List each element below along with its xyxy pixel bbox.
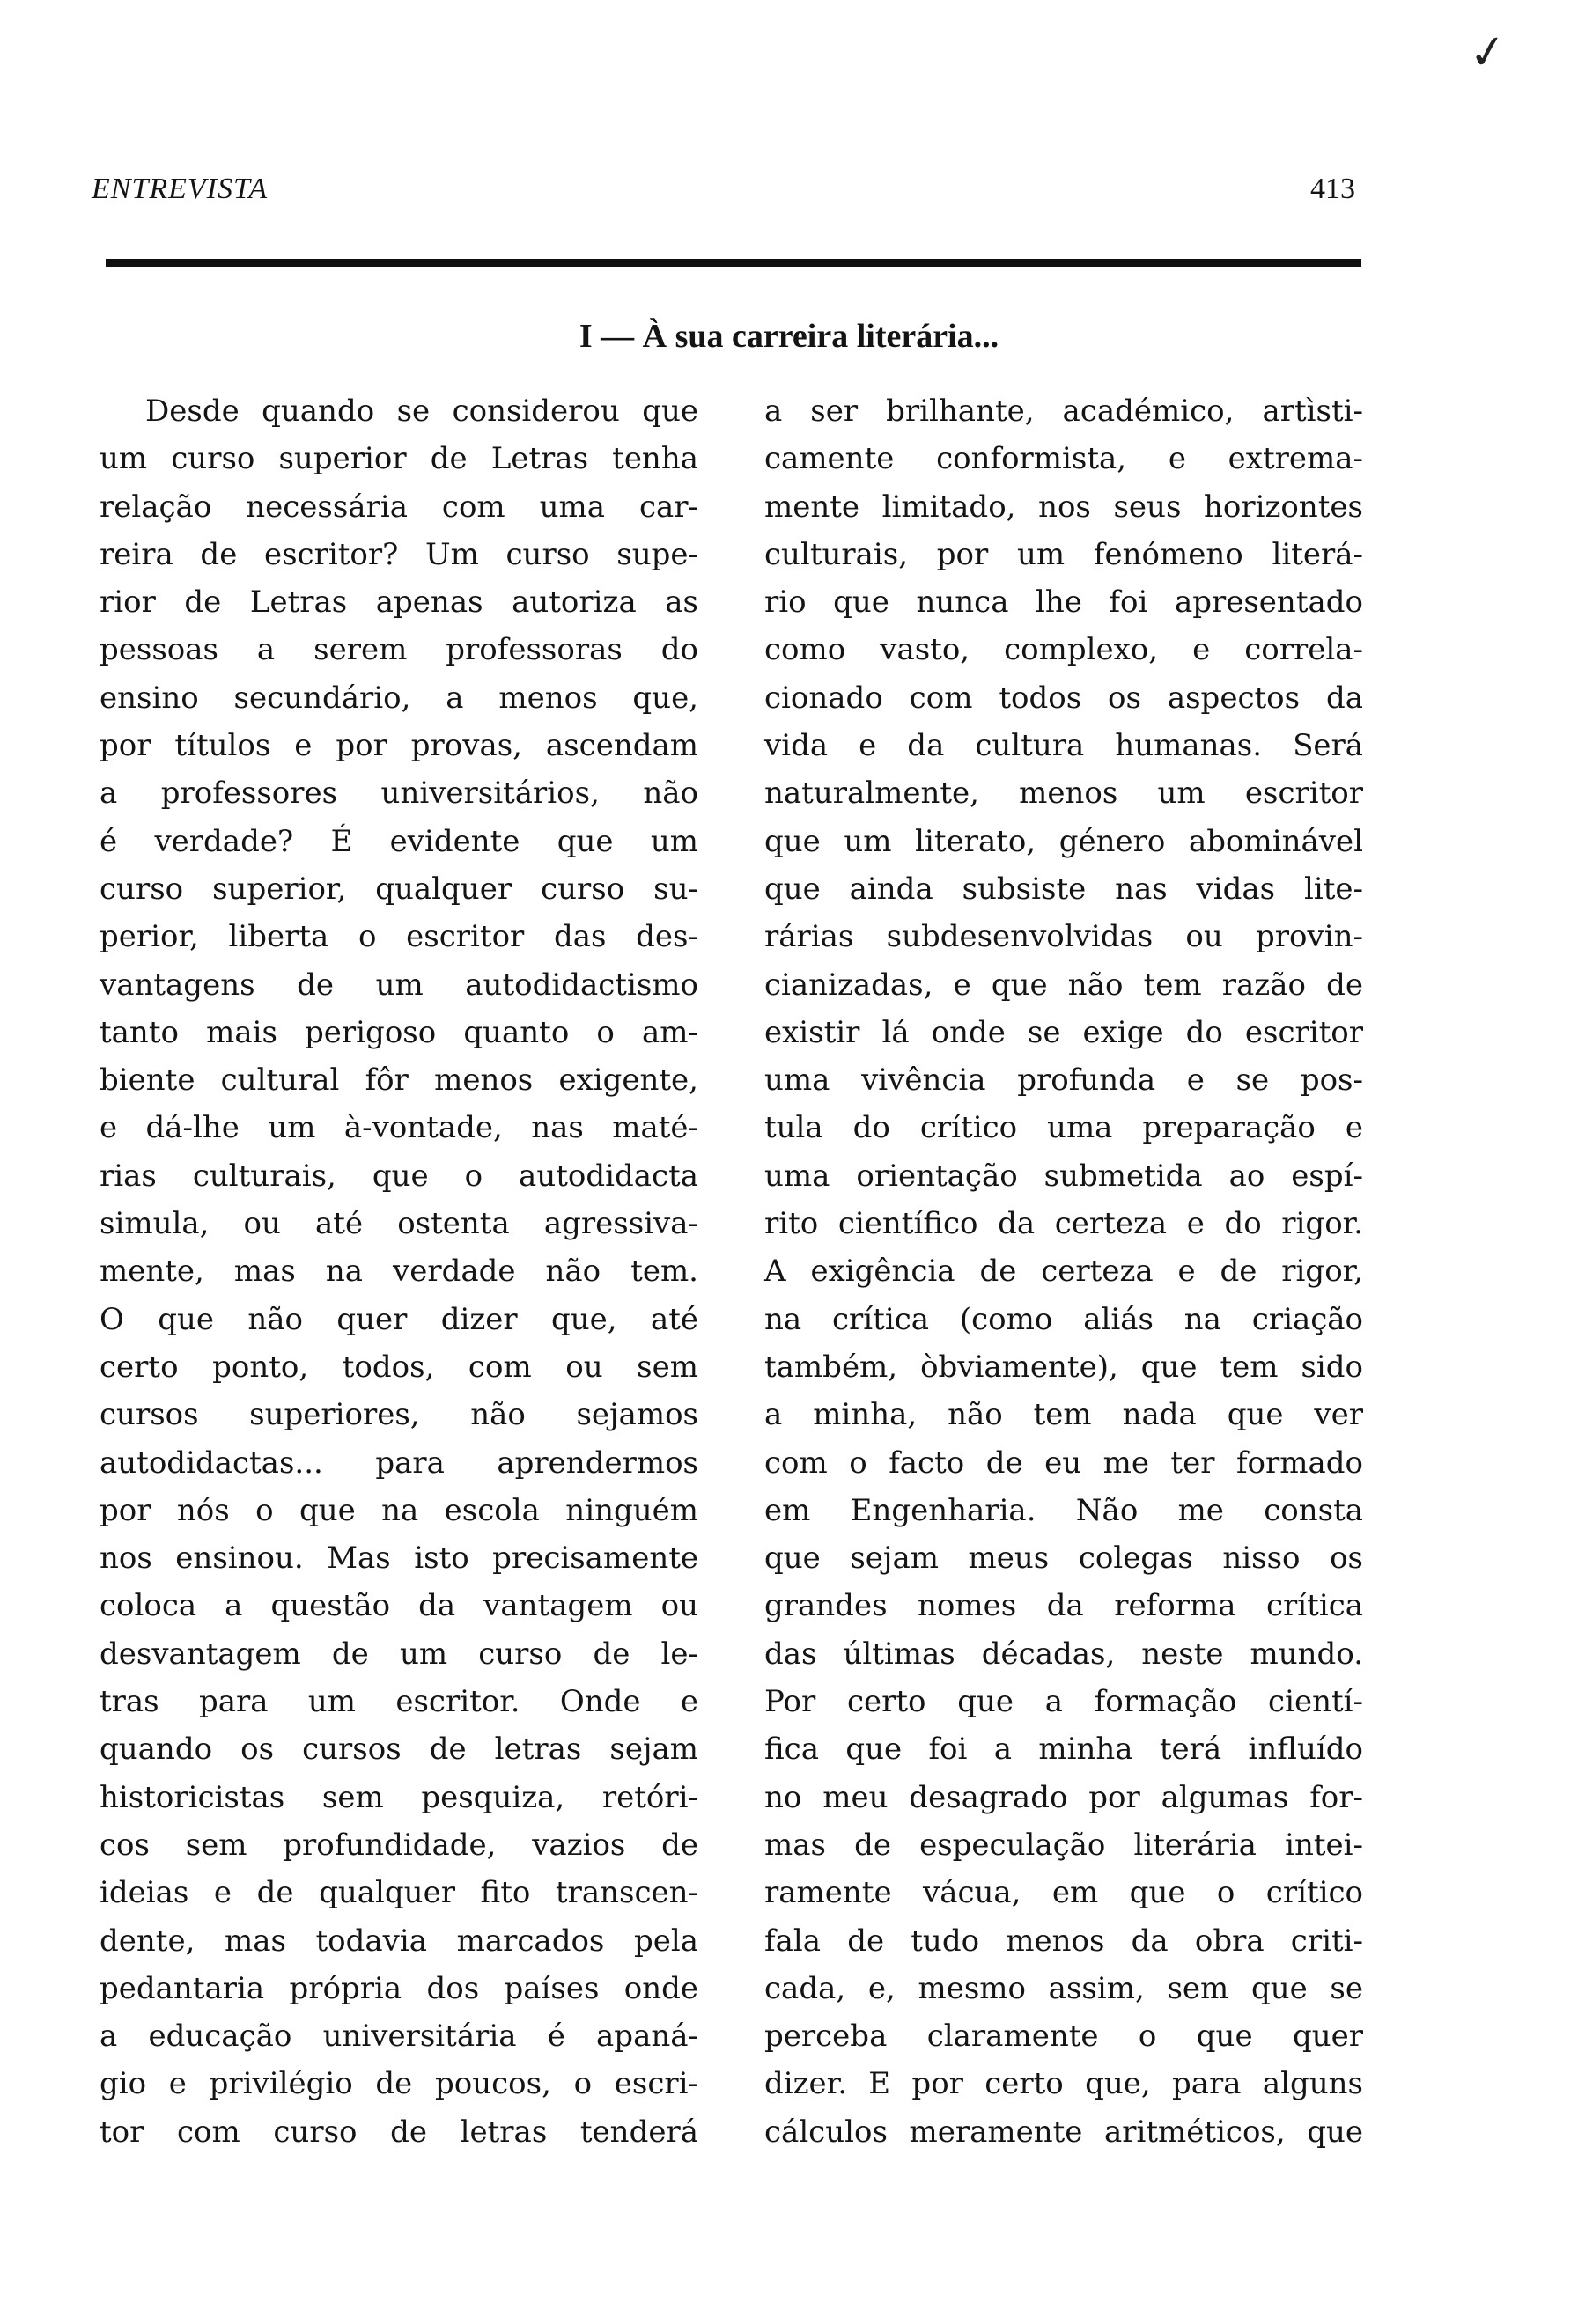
- text-line: cada, e, mesmo assim, sem que se: [764, 1970, 1363, 2006]
- text-line: na crítica (como aliás na criação: [764, 1301, 1363, 1337]
- text-line: em Engenharia. Não me consta: [764, 1492, 1363, 1528]
- text-line: cálculos meramente aritméticos, que: [764, 2114, 1363, 2150]
- text-line: autodidactas... para aprendermos: [100, 1445, 698, 1481]
- text-line: tras para um escritor. Onde e: [100, 1684, 698, 1720]
- text-line: rio que nunca lhe foi apresentado: [764, 585, 1363, 621]
- text-line: uma vivência profunda e se pos-: [764, 1063, 1363, 1099]
- text-line: um curso superior de Letras tenha: [100, 441, 698, 477]
- text-line: a professores universitários, não: [100, 776, 698, 812]
- text-line: mente limitado, nos seus horizontes: [764, 489, 1363, 525]
- text-line: O que não quer dizer que, até: [100, 1301, 698, 1337]
- text-line: naturalmente, menos um escritor: [764, 776, 1363, 812]
- text-line: ideias e de qualquer fito transcen-: [100, 1875, 698, 1911]
- text-line: tor com curso de letras tenderá: [100, 2114, 698, 2150]
- text-line: Por certo que a formação cientí-: [764, 1684, 1363, 1720]
- text-line: é verdade? É evidente que um: [100, 823, 698, 859]
- text-line: rior de Letras apenas autoriza as: [100, 585, 698, 621]
- text-line: dizer. E por certo que, para alguns: [764, 2066, 1363, 2102]
- text-line: com o facto de eu me ter formado: [764, 1445, 1363, 1481]
- text-line: relação necessária com uma car-: [100, 489, 698, 525]
- text-line: coloca a questão da vantagem ou: [100, 1588, 698, 1624]
- text-line: dente, mas todavia marcados pela: [100, 1923, 698, 1959]
- text-line: vida e da cultura humanas. Será: [764, 728, 1363, 764]
- text-line: desvantagem de um curso de le-: [100, 1636, 698, 1672]
- header-rule: [106, 259, 1361, 267]
- text-line: a ser brilhante, académico, artìsti-: [764, 393, 1363, 429]
- text-line: rárias subdesenvolvidas ou provin-: [764, 919, 1363, 955]
- text-line: biente cultural fôr menos exigente,: [100, 1063, 698, 1099]
- text-line: das últimas décadas, neste mundo.: [764, 1636, 1363, 1672]
- text-line: A exigência de certeza e de rigor,: [764, 1254, 1363, 1290]
- text-line: gio e privilégio de poucos, o escri-: [100, 2066, 698, 2102]
- text-line: no meu desagrado por algumas for-: [764, 1779, 1363, 1815]
- text-line: por nós o que na escola ninguém: [100, 1492, 698, 1528]
- text-line: a educação universitária é apaná-: [100, 2019, 698, 2055]
- right-text-column: [764, 387, 1363, 2156]
- text-line: existir lá onde se exige do escritor: [764, 1014, 1363, 1050]
- text-line: cianizadas, e que não tem razão de: [764, 967, 1363, 1003]
- text-line: culturais, por um fenómeno literá-: [764, 536, 1363, 572]
- text-line: ramente vácua, em que o crítico: [764, 1875, 1363, 1911]
- text-line: tula do crítico uma preparação e: [764, 1110, 1363, 1146]
- text-line: vantagens de um autodidactismo: [100, 967, 698, 1003]
- text-line: pedantaria própria dos países onde: [100, 1970, 698, 2006]
- text-line: simula, ou até ostenta agressiva-: [100, 1206, 698, 1242]
- text-line: certo ponto, todos, com ou sem: [100, 1349, 698, 1385]
- text-line: a minha, não tem nada que ver: [764, 1397, 1363, 1433]
- text-line: grandes nomes da reforma crítica: [764, 1588, 1363, 1624]
- text-line: curso superior, qualquer curso su-: [100, 871, 698, 907]
- text-line: como vasto, complexo, e correla-: [764, 632, 1363, 668]
- text-line: perior, liberta o escritor das des-: [100, 919, 698, 955]
- text-line: uma orientação submetida ao espí-: [764, 1158, 1363, 1194]
- text-line: mente, mas na verdade não tem.: [100, 1254, 698, 1290]
- page-number: 413: [1310, 173, 1355, 205]
- text-line: tanto mais perigoso quanto o am-: [100, 1014, 698, 1050]
- text-line: nos ensinou. Mas isto precisamente: [100, 1541, 698, 1577]
- text-line: cionado com todos os aspectos da: [764, 680, 1363, 716]
- text-line: que um literato, género abominável: [764, 823, 1363, 859]
- text-line: por títulos e por provas, ascendam: [100, 728, 698, 764]
- text-line: perceba claramente o que quer: [764, 2019, 1363, 2055]
- running-head: ENTREVISTA: [92, 173, 269, 205]
- text-line: pessoas a serem professoras do: [100, 632, 698, 668]
- text-line: fala de tudo menos da obra criti-: [764, 1923, 1363, 1959]
- text-line: ensino secundário, a menos que,: [100, 680, 698, 716]
- text-line: cursos superiores, não sejamos: [100, 1397, 698, 1433]
- text-line: rito científico da certeza e do rigor.: [764, 1206, 1363, 1242]
- text-line: reira de escritor? Um curso supe-: [100, 536, 698, 572]
- text-line: quando os cursos de letras sejam: [100, 1732, 698, 1768]
- text-line: mas de especulação literária intei-: [764, 1827, 1363, 1863]
- left-text-column: [100, 387, 698, 2156]
- text-line: que sejam meus colegas nisso os: [764, 1541, 1363, 1577]
- text-line: e dá-lhe um à-vontade, nas maté-: [100, 1110, 698, 1146]
- text-line: camente conformista, e extrema-: [764, 441, 1363, 477]
- text-line: também, òbviamente), que tem sido: [764, 1349, 1363, 1385]
- text-line: rias culturais, que o autodidacta: [100, 1158, 698, 1194]
- text-line: fica que foi a minha terá influído: [764, 1732, 1363, 1768]
- text-line: cos sem profundidade, vazios de: [100, 1827, 698, 1863]
- text-line: Desde quando se considerou que: [145, 393, 698, 429]
- check-mark: ✓: [1465, 24, 1511, 82]
- text-line: que ainda subsiste nas vidas lite-: [764, 871, 1363, 907]
- section-title: I — À sua carreira literária...: [579, 318, 999, 355]
- text-line: historicistas sem pesquiza, retóri-: [100, 1779, 698, 1815]
